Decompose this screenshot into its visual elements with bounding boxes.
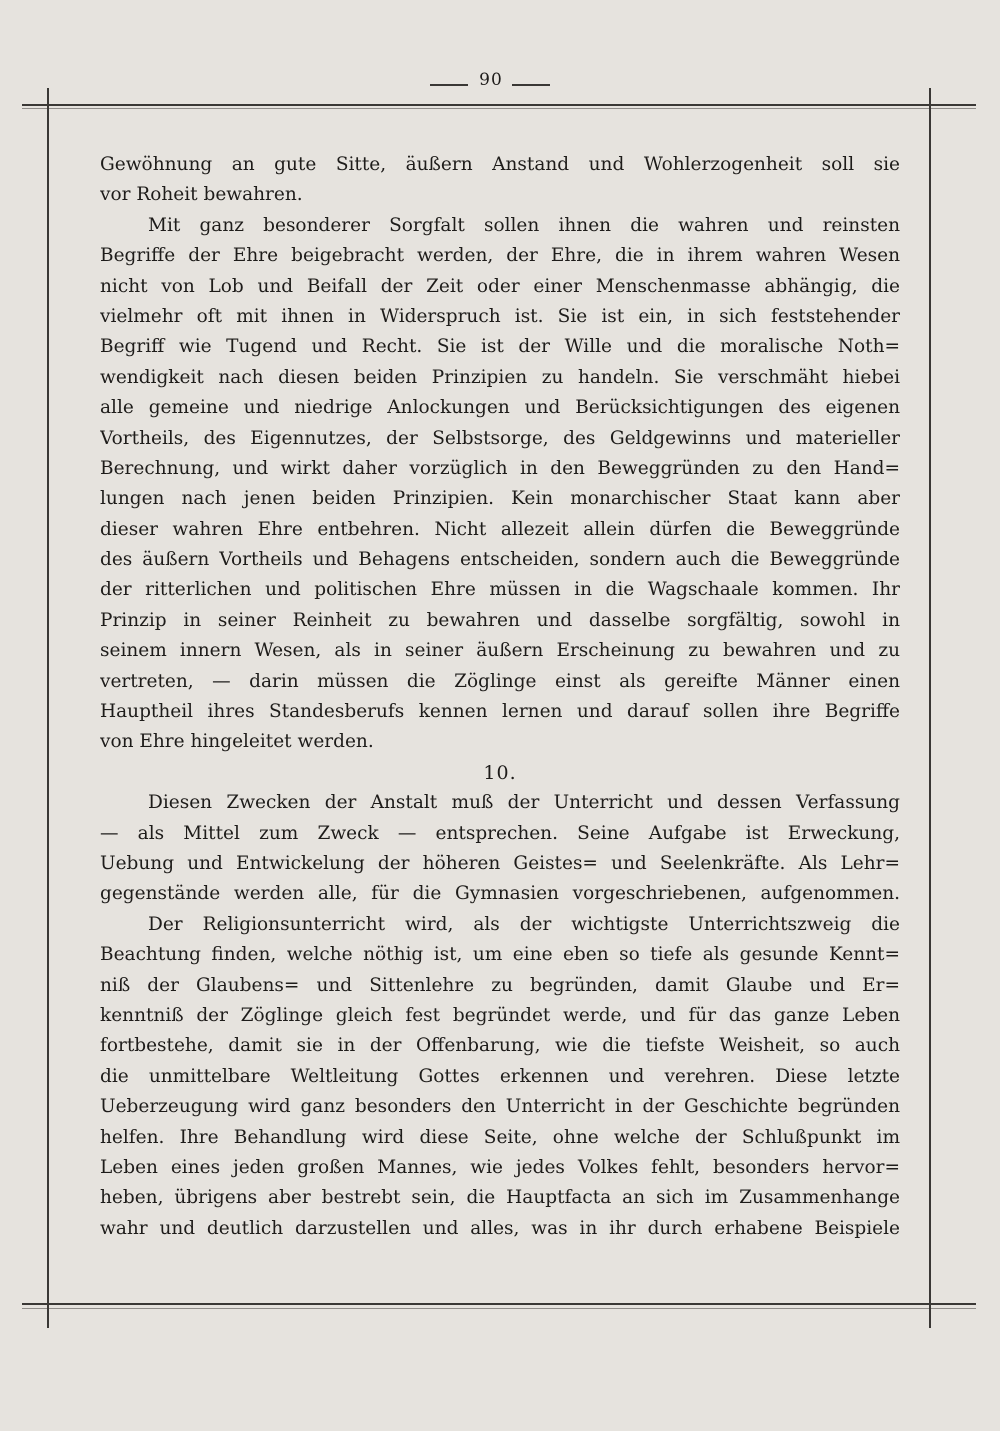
text-line: wendigkeit nach diesen beiden Prinzipien zu handeln. Sie verschmäht hiebei <box>100 366 900 388</box>
text-line: Mit ganz besonderer Sorgfalt sollen ihnen die wahren und reinsten <box>148 214 900 236</box>
text-line: Berechnung, und wirkt daher vorzüglich in den Beweggründen zu den Hand= <box>100 457 900 479</box>
text-line: von Ehre hingeleitet werden. <box>100 731 374 753</box>
text-line: fortbestehe, damit sie in der Offenbarung, wie die tiefste Weisheit, so auch <box>100 1035 900 1057</box>
text-line: Gewöhnung an gute Sitte, äußern Anstand und Wohlerzogenheit soll sie <box>100 154 900 175</box>
text-line: lungen nach jenen beiden Prinzipien. Kein monarchischer Staat kann aber <box>100 488 900 510</box>
text-line: Der Religionsunterricht wird, als der wichtigste Unterrichtszweig die <box>148 913 900 935</box>
page-number: 90 <box>479 70 503 90</box>
text-line: der ritterlichen und politischen Ehre müssen in die Wagschaale kommen. Ihr <box>100 579 900 601</box>
text-line: dieser wahren Ehre entbehren. Nicht allezeit allein dürfen die Beweggründe <box>100 518 900 540</box>
text-line: — als Mittel zum Zweck — entsprechen. Seine Aufgabe ist Erweckung, <box>100 822 900 844</box>
top-rule <box>22 104 976 106</box>
text-line: niß der Glaubens= und Sittenlehre zu begründen, damit Glaube und Er= <box>100 974 900 996</box>
bottom-rule <box>22 1303 976 1305</box>
text-line: heben, übrigens aber bestrebt sein, die Hauptfacta an sich im Zusammenhange <box>100 1187 900 1209</box>
text-line: vertreten, — darin müssen die Zöglinge einst als gereifte Männer einen <box>100 670 900 692</box>
text-line: Beachtung finden, welche nöthig ist, um eine eben so tiefe als gesunde Kennt= <box>100 944 900 966</box>
text-line: gegenstände werden alle, für die Gymnasien vorgeschriebenen, aufgenommen. <box>100 883 900 905</box>
text-line: Ueberzeugung wird ganz besonders den Unterricht in der Geschichte begründen <box>100 1096 900 1118</box>
left-margin-rule <box>47 88 49 1328</box>
text-line: helfen. Ihre Behandlung wird diese Seite, ohne welche der Schlußpunkt im <box>100 1126 900 1148</box>
text-line: Prinzip in seiner Reinheit zu bewahren und dasselbe sorgfältig, sowohl in <box>100 609 900 631</box>
text-line: Uebung und Entwickelung der höheren Geistes= und Seelenkräfte. Als Lehr= <box>100 852 900 874</box>
text-line: wahr und deutlich darzustellen und alles, was in ihr durch erhabene Beispiele <box>100 1217 900 1239</box>
text-line: kenntniß der Zöglinge gleich fest begründet werde, und für das ganze Leben <box>100 1004 900 1026</box>
header-dash-right <box>512 84 550 86</box>
text-line: vielmehr oft mit ihnen in Widerspruch ist. Sie ist ein, in sich feststehender <box>100 305 900 327</box>
text-line: Begriffe der Ehre beigebracht werden, der Ehre, die in ihrem wahren Wesen <box>100 245 900 267</box>
page-body <box>100 150 900 1244</box>
text-line: seinem innern Wesen, als in seiner äußern Erscheinung zu bewahren und zu <box>100 640 900 662</box>
bottom-rule-inner <box>22 1308 976 1309</box>
text-line: Begriff wie Tugend und Recht. Sie ist der Wille und die moralische Noth= <box>100 336 900 358</box>
text-line: Vortheils, des Eigennutzes, der Selbstsorge, des Geldgewinns und materieller <box>100 427 900 449</box>
text-line: alle gemeine und niedrige Anlockungen und Berücksichtigungen des eigenen <box>100 397 900 419</box>
text-line: die unmittelbare Weltleitung Gottes erkennen und verehren. Diese letzte <box>100 1065 900 1087</box>
text-line: Hauptheil ihres Standesberufs kennen lernen und darauf sollen ihre Begriffe <box>100 701 900 723</box>
text-line: vor Roheit bewahren. <box>100 184 303 206</box>
text-line: Diesen Zwecken der Anstalt muß der Unterricht und dessen Verfassung <box>148 792 900 814</box>
section-number: 10. <box>483 761 517 784</box>
top-rule-inner <box>22 108 976 109</box>
right-margin-rule <box>929 88 931 1328</box>
text-line: des äußern Vortheils und Behagens entscheiden, sondern auch die Beweggründe <box>100 549 900 571</box>
text-line: nicht von Lob und Beifall der Zeit oder einer Menschenmasse abhängig, die <box>100 275 900 297</box>
text-line: Leben eines jeden großen Mannes, wie jedes Volkes fehlt, besonders hervor= <box>100 1156 900 1178</box>
